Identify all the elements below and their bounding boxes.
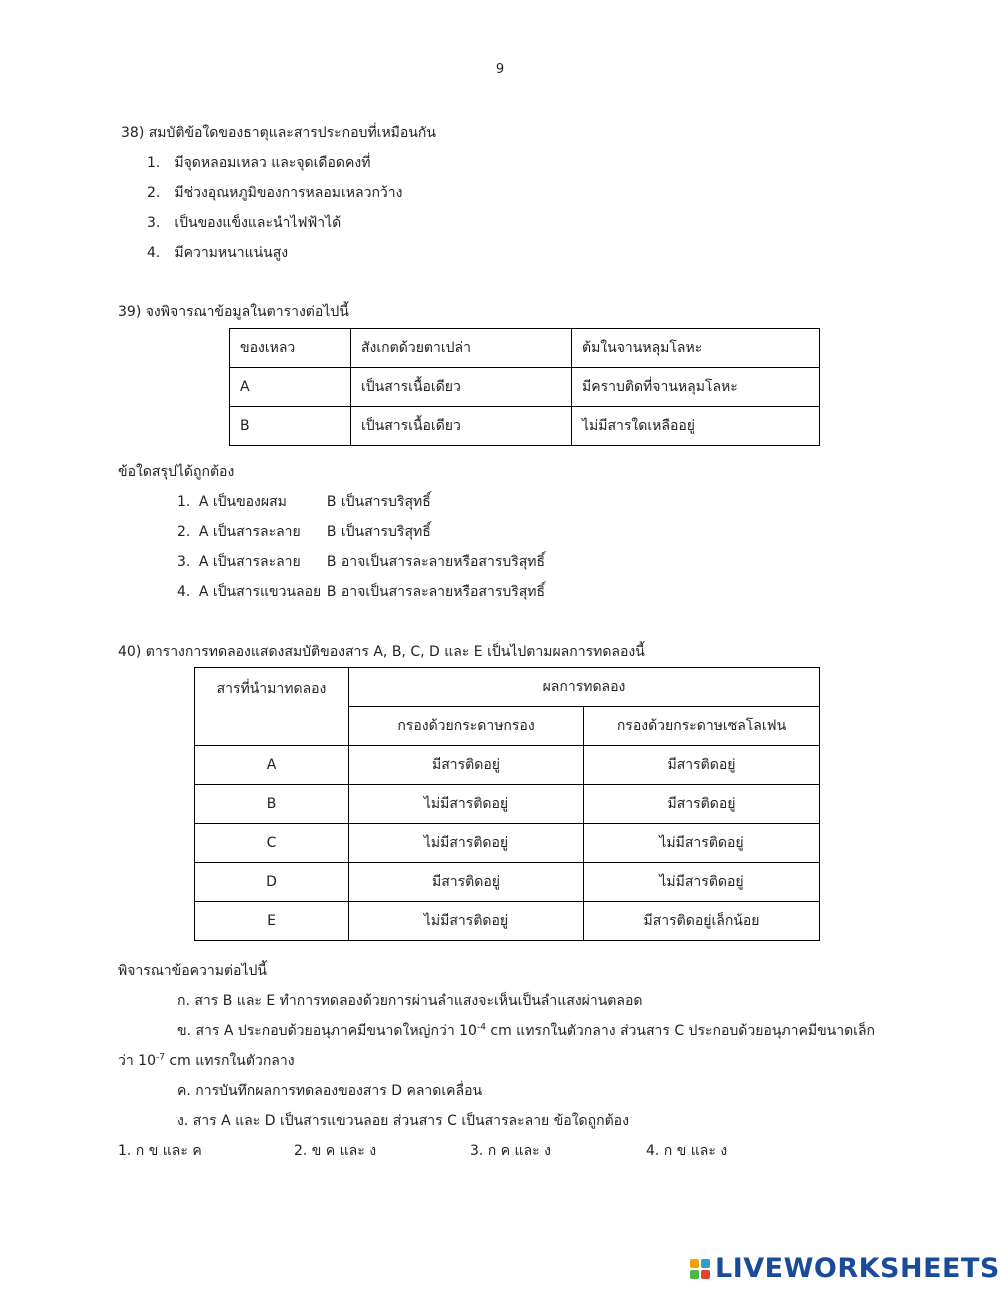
table-cell: B — [230, 407, 351, 446]
table-cell: A — [230, 368, 351, 407]
statement-text: cm แทรกในตัวกลาง ส่วนสาร C ประกอบด้วยอนุภาคมีขนาดเล็ก — [485, 1023, 876, 1039]
table-row — [195, 785, 820, 824]
exponent: -4 — [476, 1022, 486, 1033]
logo-squares-icon — [690, 1259, 710, 1279]
logo-square-green — [690, 1270, 699, 1279]
table-cell: เป็นสารเนื้อเดียว — [351, 407, 572, 446]
table-cell: มีสารติดอยู่ — [584, 785, 820, 824]
table-cell: B — [195, 785, 349, 824]
q38-choice-3 — [147, 212, 341, 234]
q39-choice-3 — [177, 551, 545, 573]
choice-part-a: A เป็นของผสม — [198, 494, 287, 510]
logo-square-blue — [701, 1259, 710, 1268]
table-cell: ไม่มีสารติดอยู่ — [349, 824, 584, 863]
liveworksheets-logo — [690, 1253, 1000, 1284]
statement-kh-continued — [118, 1050, 295, 1072]
q39-choice-1 — [177, 491, 431, 513]
table-cell: ไม่มีสารติดอยู่ — [349, 785, 584, 824]
table-header-cell: กรองด้วยกระดาษเซลโลเฟน — [584, 707, 820, 746]
table-cell: ไม่มีสารติดอยู่ — [584, 824, 820, 863]
choice-part-a: A เป็นสารแขวนลอย — [198, 584, 322, 600]
q38-choice-4 — [147, 242, 288, 264]
q40-answer-3: 3. ก ค และ ง — [470, 1143, 551, 1159]
q40-answer-1: 1. ก ข และ ค — [118, 1143, 202, 1159]
choice-part-a: A เป็นสารละลาย — [198, 524, 301, 540]
table-cell: ไม่มีสารติดอยู่ — [349, 902, 584, 941]
table-cell: ไม่มีสารใดเหลืออยู่ — [572, 407, 820, 446]
choice-part-b: B อาจเป็นสารละลายหรือสารบริสุทธิ์ — [326, 554, 546, 570]
q40-answer-2: 2. ข ค และ ง — [294, 1143, 377, 1159]
table-header-cell: สังเกตด้วยตาเปล่า — [351, 329, 572, 368]
choice-text: มีความหนาแน่นสูง — [174, 245, 289, 261]
statement-k: ก. สาร B และ E ทำการทดลองด้วยการผ่านลำแสงจะเห็นเป็นลำแสงผ่านตลอด — [177, 993, 643, 1009]
q38-choice-1 — [147, 152, 370, 174]
choice-number: 4. — [177, 584, 191, 600]
table-row — [230, 368, 820, 407]
statement-text: ว่า 10 — [118, 1053, 156, 1069]
table-cell: ไม่มีสารติดอยู่ — [584, 863, 820, 902]
choice-number: 1. — [147, 155, 161, 171]
table-cell: เป็นสารเนื้อเดียว — [351, 368, 572, 407]
table-row — [230, 407, 820, 446]
question-39: 39) จงพิจารณาข้อมูลในตารางต่อไปนี้ — [118, 304, 349, 320]
table-header-cell: สารที่นำมาทดลอง — [195, 668, 349, 746]
statement-ng: ง. สาร A และ D เป็นสารแขวนลอย ส่วนสาร C เป็นสารละลาย ข้อใดถูกต้อง — [177, 1113, 629, 1129]
table-cell: มีคราบติดที่จานหลุมโลหะ — [572, 368, 820, 407]
table-header-row — [195, 668, 820, 707]
statement-kh — [177, 1020, 875, 1042]
table-header-cell: ต้มในจานหลุมโลหะ — [572, 329, 820, 368]
choice-number: 3. — [147, 215, 161, 231]
q40-answer-4: 4. ก ข และ ง — [646, 1143, 728, 1159]
choice-part-b: B เป็นสารบริสุทธิ์ — [326, 524, 431, 540]
q38-choice-2 — [147, 182, 402, 204]
choice-number: 4. — [147, 245, 161, 261]
choice-part-b: B เป็นสารบริสุทธิ์ — [326, 494, 431, 510]
statement-kho: ค. การบันทึกผลการทดลองของสาร D คลาดเคลื่อน — [177, 1083, 483, 1099]
table-cell: มีสารติดอยู่เล็กน้อย — [584, 902, 820, 941]
table-row — [195, 824, 820, 863]
q39-prompt: ข้อใดสรุปได้ถูกต้อง — [118, 464, 235, 480]
choice-number: 2. — [177, 524, 191, 540]
table-cell: มีสารติดอยู่ — [349, 746, 584, 785]
choice-text: มีจุดหลอมเหลว และจุดเดือดคงที่ — [174, 155, 371, 171]
choice-part-b: B อาจเป็นสารละลายหรือสารบริสุทธิ์ — [326, 584, 546, 600]
table-cell: C — [195, 824, 349, 863]
table-row — [195, 902, 820, 941]
choice-number: 3. — [177, 554, 191, 570]
table-cell: E — [195, 902, 349, 941]
table-header-cell: ของเหลว — [230, 329, 351, 368]
table-row — [195, 746, 820, 785]
choice-part-a: A เป็นสารละลาย — [198, 554, 301, 570]
choice-number: 1. — [177, 494, 191, 510]
logo-square-red — [701, 1270, 710, 1279]
table-header-cell: กรองด้วยกระดาษกรอง — [349, 707, 584, 746]
table-cell: D — [195, 863, 349, 902]
q40-table — [194, 667, 820, 941]
table-header-row — [230, 329, 820, 368]
q40-prompt: พิจารณาข้อความต่อไปนี้ — [118, 963, 267, 979]
table-row — [195, 863, 820, 902]
page-number: 9 — [495, 62, 505, 77]
q39-choice-2 — [177, 521, 431, 543]
choice-text: มีช่วงอุณหภูมิของการหลอมเหลวกว้าง — [174, 185, 403, 201]
statement-text: ข. สาร A ประกอบด้วยอนุภาคมีขนาดใหญ่กว่า 10 — [177, 1023, 477, 1039]
logo-text: LIVEWORKSHEETS — [715, 1253, 1000, 1284]
q39-choice-4 — [177, 581, 545, 603]
table-group-header: ผลการทดลอง — [349, 668, 820, 707]
question-38: 38) สมบัติข้อใดของธาตุและสารประกอบที่เหมือนกัน — [121, 125, 436, 141]
question-40: 40) ตารางการทดลองแสดงสมบัติของสาร A, B, C, D และ E เป็นไปตามผลการทดลองนี้ — [118, 644, 645, 660]
statement-text: cm แทรกในตัวกลาง — [164, 1053, 295, 1069]
logo-square-orange — [690, 1259, 699, 1268]
table-cell: A — [195, 746, 349, 785]
q39-table — [229, 328, 820, 446]
table-cell: มีสารติดอยู่ — [349, 863, 584, 902]
choice-number: 2. — [147, 185, 161, 201]
exponent: -7 — [156, 1052, 165, 1063]
choice-text: เป็นของแข็งและนำไฟฟ้าได้ — [174, 215, 342, 231]
table-cell: มีสารติดอยู่ — [584, 746, 820, 785]
